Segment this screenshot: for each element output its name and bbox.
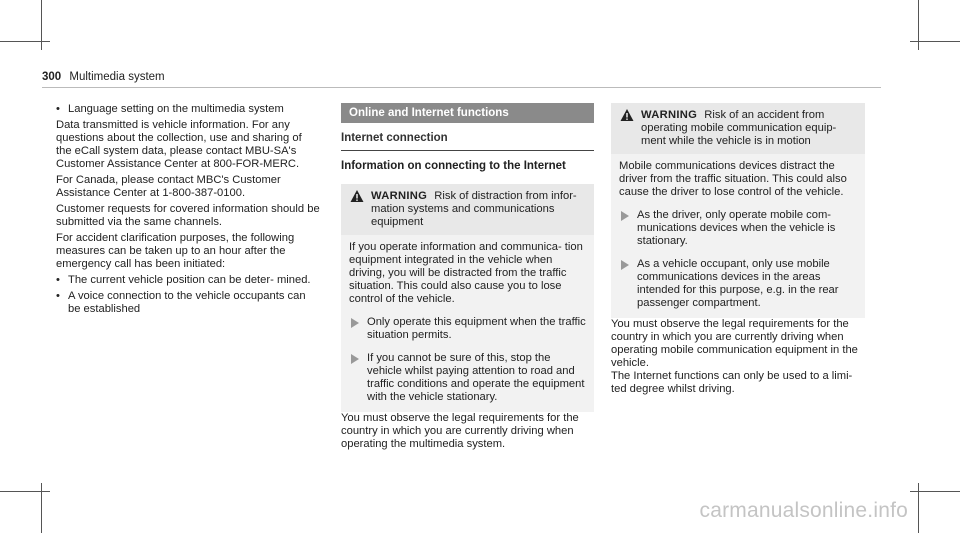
paragraph: The Internet functions can only be used to a limi- ted degree whilst driving.	[611, 370, 853, 395]
crop-mark	[0, 41, 50, 42]
crop-mark	[41, 0, 42, 50]
paragraph: Data transmitted is vehicle information. For any questions about the collection, use and sharing of the eCall system data, please contact MBU-SA's Customer Assistance Center at 800-FOR-MERC.	[56, 119, 302, 170]
arrow-icon	[621, 260, 629, 270]
action-step: As a vehicle occupant, only use mobile communications devices in the areas intended for this purpose, e.g. in the rear passenger compartment.	[619, 258, 857, 310]
action-step: Only operate this equipment when the traffic situation permits.	[349, 316, 586, 342]
list-item: • A voice connection to the vehicle occupants can be established	[56, 290, 306, 315]
warning-icon	[620, 108, 634, 122]
action-step: If you cannot be sure of this, stop the vehicle whilst paying attention to road and traffic conditions and operate the equipment with the vehicle stationary.	[349, 352, 586, 404]
warning-box	[611, 103, 865, 318]
crop-mark	[0, 491, 50, 492]
header-rule	[42, 87, 881, 88]
watermark: carmanualsonline.info	[699, 499, 908, 522]
list-item: • The current vehicle position can be deter- mined.	[56, 274, 311, 286]
action-step: As the driver, only operate mobile com- munications devices when the vehicle is stationary.	[619, 209, 857, 248]
paragraph: For Canada, please contact MBC's Customer Assistance Center at 1-800-387-0100.	[56, 174, 281, 199]
arrow-icon	[351, 318, 359, 328]
page-header	[42, 71, 165, 84]
warning-text: If you operate information and communica- tion equipment integrated in the vehicle when driving, you will be distracted from the traffic situation. This could also cause you to lose control of the vehicle.	[349, 241, 583, 305]
crop-mark	[918, 0, 919, 50]
warning-icon	[350, 189, 364, 203]
heading: Information on connecting to the Internet	[341, 160, 566, 172]
warning-box	[341, 184, 594, 412]
warning-title: Risk of an accident from operating mobile communication equip- ment while the vehicle is in motion	[641, 109, 837, 147]
warning-label: WARNING	[371, 190, 428, 202]
subsection-title: Internet connection	[341, 132, 594, 151]
warning-title: Risk of distraction from infor- mation systems and communications equipment	[371, 190, 577, 228]
crop-mark	[910, 41, 960, 42]
paragraph: Customer requests for covered information should be submitted via the same channels.	[56, 203, 320, 228]
left-column	[56, 103, 320, 319]
paragraph: For accident clarification purposes, the following measures can be taken up to an hour after the emergency call has been initiated:	[56, 232, 295, 270]
arrow-icon	[621, 211, 629, 221]
warning-label: WARNING	[641, 109, 698, 121]
arrow-icon	[351, 354, 359, 364]
paragraph: You must observe the legal requirements for the country in which you are currently driving when operating mobile communication equipment in the vehicle.	[611, 318, 858, 369]
right-column	[611, 103, 865, 396]
warning-text: Mobile communications devices distract the driver from the traffic situation. This could also cause the driver to lose control of the vehicle.	[619, 160, 847, 198]
list-item: • Language setting on the multimedia system	[56, 103, 284, 115]
section-title-bar: Online and Internet functions	[341, 103, 594, 123]
page-number: 300	[42, 71, 62, 83]
page-header-title: Multimedia system	[69, 71, 165, 83]
middle-column	[341, 103, 594, 454]
paragraph: You must observe the legal requirements for the country in which you are currently driving when operating the multimedia system.	[341, 412, 579, 450]
crop-mark	[910, 491, 960, 492]
